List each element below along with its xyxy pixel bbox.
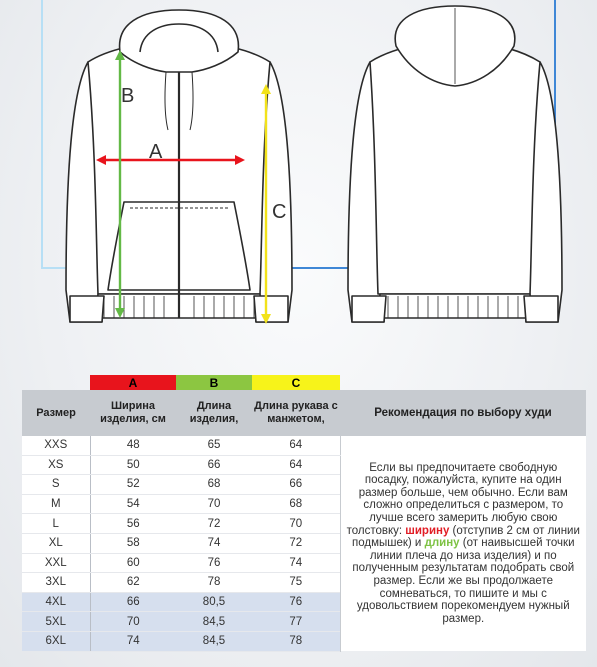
sleeve-column-header: Длина рукава с манжетом, <box>252 390 340 436</box>
size-column-header: Размер <box>22 390 90 436</box>
width-cell: 58 <box>90 533 176 553</box>
recommendation-title: Рекомендация по выбору худи <box>340 390 586 436</box>
width-cell: 54 <box>90 494 176 514</box>
sleeve-cell: 70 <box>252 514 340 534</box>
sleeve-cell: 77 <box>252 612 340 632</box>
recommendation-width-word: ширину <box>405 524 450 537</box>
size-cell: M <box>22 494 90 514</box>
measure-a-label: A <box>149 141 163 163</box>
width-cell: 66 <box>90 592 176 612</box>
width-cell: 48 <box>90 436 176 455</box>
width-cell: 70 <box>90 612 176 632</box>
length-cell: 72 <box>176 514 252 534</box>
table-row <box>22 436 586 455</box>
recommendation-text-part2: (отступив 2 см от линии подмышек) и <box>352 524 580 550</box>
size-cell: 4XL <box>22 592 90 612</box>
length-cell: 84,5 <box>176 631 252 651</box>
recommendation-length-word: длину <box>424 537 460 550</box>
sleeve-cell: 78 <box>252 631 340 651</box>
length-cell: 80,5 <box>176 592 252 612</box>
size-cell: 3XL <box>22 573 90 593</box>
size-cell: 5XL <box>22 612 90 632</box>
measure-c-label: C <box>272 201 287 223</box>
letter-c-cell: C <box>252 375 340 390</box>
sleeve-cell: 76 <box>252 592 340 612</box>
size-cell: XS <box>22 455 90 475</box>
size-cell: L <box>22 514 90 534</box>
width-cell: 60 <box>90 553 176 573</box>
size-cell: XXS <box>22 436 90 455</box>
recommendation-text-part3: (от наивысшей точки линии плеча до низа изделия) и по полученным результатам подобрать свой размер. Если же вы продолжаете сомневаться, то пишите и мы с удовольствием порекомендуем нужный размер. <box>352 537 575 625</box>
letter-b-cell: B <box>176 375 252 390</box>
length-cell: 76 <box>176 553 252 573</box>
size-table-container <box>22 375 586 648</box>
sleeve-cell: 68 <box>252 494 340 514</box>
size-cell: 6XL <box>22 631 90 651</box>
width-column-header: Ширина изделия, см <box>90 390 176 436</box>
length-column-header: Длина изделия, <box>176 390 252 436</box>
measure-b-label: B <box>121 85 135 107</box>
length-cell: 68 <box>176 475 252 495</box>
width-cell: 74 <box>90 631 176 651</box>
letter-a-cell: A <box>90 375 176 390</box>
recommendation-text-part1: Если вы предпочитаете свободную посадку, пожалуйста, купите на один размер больше, чем обычно. Если вам сложно определиться с размером, то лучше всего замерить любую свою толстовку: <box>346 461 568 537</box>
length-cell: 74 <box>176 533 252 553</box>
size-cell: XXL <box>22 553 90 573</box>
size-cell: S <box>22 475 90 495</box>
sleeve-cell: 72 <box>252 533 340 553</box>
sleeve-cell: 64 <box>252 436 340 455</box>
length-cell: 78 <box>176 573 252 593</box>
width-cell: 50 <box>90 455 176 475</box>
sleeve-cell: 74 <box>252 553 340 573</box>
length-cell: 84,5 <box>176 612 252 632</box>
recommendation-text <box>340 436 586 651</box>
width-cell: 52 <box>90 475 176 495</box>
width-cell: 62 <box>90 573 176 593</box>
sleeve-cell: 64 <box>252 455 340 475</box>
width-cell: 56 <box>90 514 176 534</box>
length-cell: 66 <box>176 455 252 475</box>
length-cell: 65 <box>176 436 252 455</box>
size-table <box>22 375 586 652</box>
sleeve-cell: 66 <box>252 475 340 495</box>
sleeve-cell: 75 <box>252 573 340 593</box>
size-cell: XL <box>22 533 90 553</box>
length-cell: 70 <box>176 494 252 514</box>
